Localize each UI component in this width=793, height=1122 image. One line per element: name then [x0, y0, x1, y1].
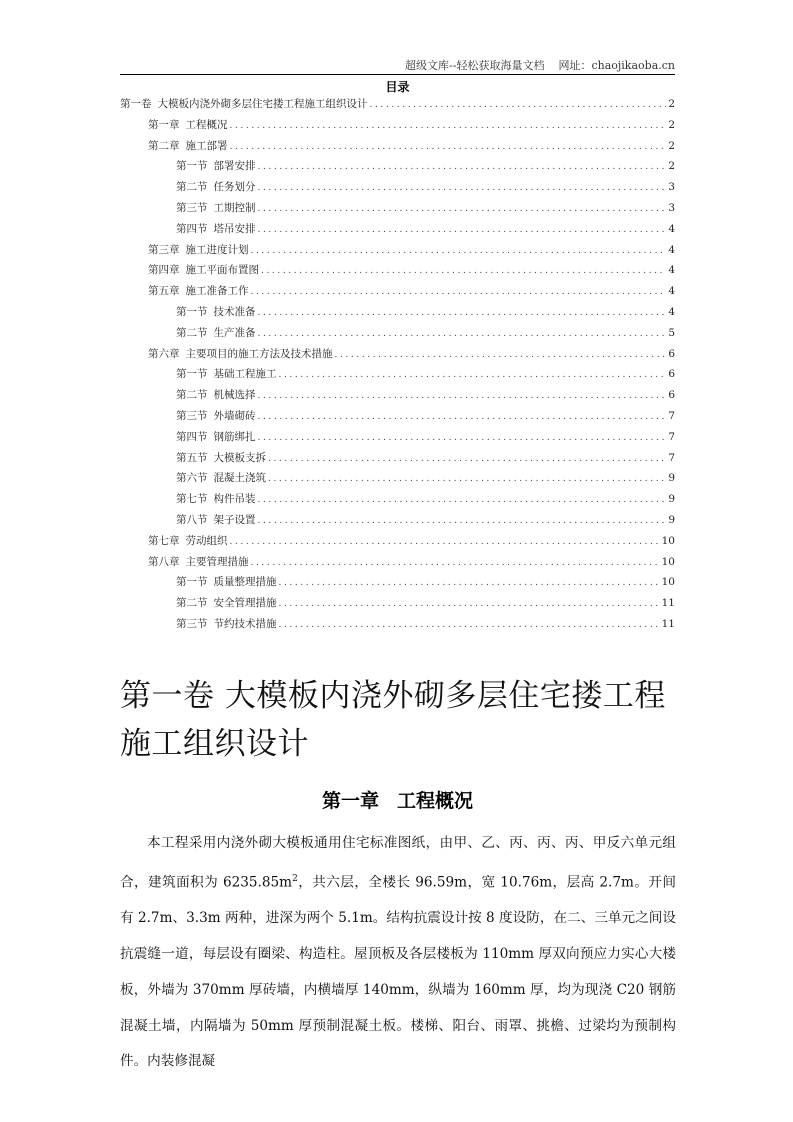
toc-entry-number: 第八章: [148, 555, 180, 568]
toc-entry-number: 第七章: [148, 534, 180, 547]
toc-entry-page: 2: [668, 139, 675, 152]
toc-entry[interactable]: [120, 450, 675, 471]
toc-entry-number: 第四章: [148, 264, 180, 277]
toc-entry-number: 第一节: [176, 160, 208, 173]
toc-leader-dots: [251, 246, 667, 256]
toc-entry-label: 基础工程施工: [213, 368, 277, 381]
toc-entry-number: 第一卷: [120, 98, 152, 110]
toc-entry[interactable]: [120, 283, 675, 304]
toc-entry-number: 第五节: [176, 451, 208, 464]
toc-entry[interactable]: [120, 616, 675, 637]
toc-entry-page: 7: [668, 430, 675, 443]
toc-entry-number: 第三节: [176, 409, 208, 422]
toc-entry-page: 4: [668, 285, 675, 298]
toc-entry-page: 7: [668, 409, 675, 422]
toc-entry-page: 2: [668, 98, 675, 110]
toc-leader-dots: [279, 578, 660, 588]
toc-entry-label: 构件吊装: [213, 493, 256, 506]
toc-entry-number: 第二节: [176, 181, 208, 194]
toc-entry-page: 9: [668, 513, 675, 526]
toc-entry-label: 施工部署: [185, 139, 228, 152]
toc-entry[interactable]: [120, 138, 675, 159]
toc-entry-page: 7: [668, 451, 675, 464]
toc-entry-number: 第二节: [176, 389, 208, 402]
toc-entry-page: 6: [668, 368, 675, 381]
toc-entry-label: 架子设置: [213, 513, 256, 526]
toc-entry-label: 钢筋绑扎: [213, 430, 256, 443]
toc-entry-label: 部署安排: [213, 160, 256, 173]
toc-entry-page: 4: [668, 222, 675, 235]
toc-entry[interactable]: [120, 304, 675, 325]
toc-entry[interactable]: [120, 408, 675, 429]
toc-entry-number: 第一节: [176, 368, 208, 381]
toc-entry-number: 第二节: [176, 326, 208, 339]
toc-entry-label: 施工进度计划: [185, 243, 249, 256]
toc-entry[interactable]: [120, 346, 675, 367]
toc-entry-label: 施工准备工作: [185, 285, 249, 298]
toc-entry[interactable]: [120, 595, 675, 616]
toc-entry[interactable]: [120, 366, 675, 387]
toc-entry-label: 生产准备: [213, 326, 256, 339]
toc-leader-dots: [261, 266, 666, 276]
toc-entry-number: 第三章: [148, 243, 180, 256]
toc-entry-page: 11: [661, 597, 675, 610]
toc-entry-label: 外墙砌砖: [213, 409, 256, 422]
toc-entry[interactable]: [120, 200, 675, 221]
toc-entry[interactable]: [120, 491, 675, 512]
toc-entry-page: 5: [668, 326, 675, 339]
toc-entry-page: 10: [661, 555, 675, 568]
toc-leader-dots: [251, 558, 660, 568]
toc-entry-label: 混凝土浇筑: [213, 472, 266, 485]
toc-leader-dots: [258, 516, 667, 526]
toc-entry-label: 大模板内浇外砌多层住宅搂工程施工组织设计: [157, 98, 368, 110]
toc-leader-dots: [258, 391, 667, 401]
toc-entry[interactable]: [120, 470, 675, 491]
toc-entry[interactable]: [120, 158, 675, 179]
toc-leader-dots: [258, 495, 667, 505]
toc-leader-dots: [279, 599, 660, 609]
toc-entry-label: 劳动组织: [185, 534, 228, 547]
toc-leader-dots: [258, 204, 667, 214]
toc-entry-page: 6: [668, 347, 675, 360]
toc-entry[interactable]: [120, 533, 675, 554]
toc-entry-number: 第一节: [176, 576, 208, 589]
paragraph-text-1: 本工程采用内浇外砌大模板通用住宅标准图纸，由甲、乙、丙、丙、丙、甲反六单元组合，建筑面积为 6235.85m: [120, 835, 676, 891]
paragraph-text-2: ，共六层，全楼长 96.59m，宽 10.76m，层高 2.7m。开间有 2.7m、3.3m 两种，进深为两个 5.1m。结构抗震设计按 8 度设防，在二、三单元之间设抗震缝一道，每层设有圈梁、构造柱。屋顶板及各层楼板为 110mm 厚双向预应力实心大楼板，外墙为 370mm 厚砖墙，内横墙厚 140mm，纵墙为 160mm 厚，均为现浇 C20 钢筋混凝土墙，内隔墙为 50mm 厚预制混凝土板。楼梯、阳台、雨罩、挑檐、过梁均为预制构件。内装修混凝: [120, 874, 676, 1070]
header-text: [405, 57, 675, 73]
toc-entry-label: 主要项目的施工方法及技术措施: [185, 347, 333, 360]
toc-entry-page: 9: [668, 472, 675, 485]
toc-entry-label: 机械选择: [213, 389, 256, 402]
toc-entry-label: 工程概况: [185, 118, 228, 131]
toc-entry-page: 2: [668, 118, 675, 131]
toc-entry-number: 第一节: [176, 305, 208, 318]
toc-entry-number: 第六节: [176, 472, 208, 485]
toc-entry[interactable]: [120, 179, 675, 200]
toc-entry[interactable]: [120, 574, 675, 595]
toc-entry-label: 节约技术措施: [213, 617, 277, 630]
toc-entry-number: 第二章: [148, 139, 180, 152]
toc-leader-dots: [279, 370, 667, 380]
toc-leader-dots: [258, 433, 667, 443]
toc-entry-page: 10: [661, 534, 675, 547]
toc-entry[interactable]: [120, 221, 675, 242]
chapter-title: [120, 786, 675, 813]
toc-leader-dots: [268, 454, 666, 464]
toc-entry-page: 3: [668, 201, 675, 214]
toc-entry-page: 2: [668, 160, 675, 173]
toc-entry[interactable]: [120, 387, 675, 408]
toc-entry-page: 6: [668, 389, 675, 402]
header-url[interactable]: 网址：chaojikaoba.cn: [558, 59, 675, 72]
toc-entry-number: 第八节: [176, 513, 208, 526]
superscript: 2: [292, 873, 298, 884]
toc-entry-page: 11: [661, 617, 675, 630]
toc-entry-number: 第一章: [148, 118, 180, 131]
chapter-number: 第一章: [321, 790, 379, 812]
toc-leader-dots: [335, 350, 667, 360]
body-paragraph: [120, 826, 676, 1080]
header-site-text: 超级文库--轻松获取海量文档: [405, 59, 545, 72]
toc-leader-dots: [258, 329, 667, 339]
toc-entry[interactable]: [120, 96, 675, 117]
table-of-contents: [120, 96, 675, 637]
toc-entry[interactable]: [120, 429, 675, 450]
toc-entry-number: 第七节: [176, 493, 208, 506]
toc-entry-page: 9: [668, 493, 675, 506]
toc-entry-number: 第二节: [176, 597, 208, 610]
toc-entry-label: 技术准备: [213, 305, 256, 318]
toc-entry-label: 安全管理措施: [213, 597, 277, 610]
toc-leader-dots: [258, 162, 667, 172]
toc-leader-dots: [268, 474, 666, 484]
toc-title: 目录: [385, 80, 410, 94]
toc-entry-label: 主要管理措施: [185, 555, 249, 568]
toc-leader-dots: [279, 620, 660, 630]
header-rule: [120, 74, 675, 75]
toc-entry[interactable]: [120, 325, 675, 346]
toc-entry-label: 质量整理措施: [213, 576, 277, 589]
toc-leader-dots: [258, 412, 667, 422]
toc-entry[interactable]: [120, 262, 675, 283]
toc-entry-label: 工期控制: [213, 201, 256, 214]
toc-entry[interactable]: [120, 242, 675, 263]
toc-leader-dots: [258, 308, 667, 318]
toc-entry-number: 第五章: [148, 285, 180, 298]
toc-leader-dots: [251, 287, 667, 297]
page-header: [120, 54, 675, 74]
toc-leader-dots: [258, 225, 667, 235]
toc-entry-number: 第六章: [148, 347, 180, 360]
toc-entry-page: 4: [668, 243, 675, 256]
toc-entry-page: 4: [668, 264, 675, 277]
toc-entry[interactable]: [120, 554, 675, 575]
toc-entry-label: 大模板支拆: [213, 451, 266, 464]
toc-entry-label: 施工平面布置图: [185, 264, 259, 277]
toc-entry-number: 第三节: [176, 201, 208, 214]
document-title: 第一卷 大模板内浇外砌多层住宅搂工程施工组织设计: [120, 678, 666, 762]
toc-leader-dots: [230, 121, 667, 131]
toc-leader-dots: [230, 142, 667, 152]
toc-entry-number: 第四节: [176, 430, 208, 443]
toc-entry-page: 4: [668, 305, 675, 318]
toc-entry-label: 塔吊安排: [213, 222, 256, 235]
toc-entry[interactable]: [120, 117, 675, 138]
toc-entry-page: 10: [661, 576, 675, 589]
toc-leader-dots: [230, 537, 660, 547]
toc-leader-dots: [370, 100, 667, 110]
toc-entry-label: 任务划分: [213, 181, 256, 194]
toc-leader-dots: [258, 183, 667, 193]
chapter-name: 工程概况: [397, 790, 474, 812]
toc-entry-number: 第四节: [176, 222, 208, 235]
toc-entry[interactable]: [120, 512, 675, 533]
toc-entry-number: 第三节: [176, 617, 208, 630]
toc-entry-page: 3: [668, 181, 675, 194]
